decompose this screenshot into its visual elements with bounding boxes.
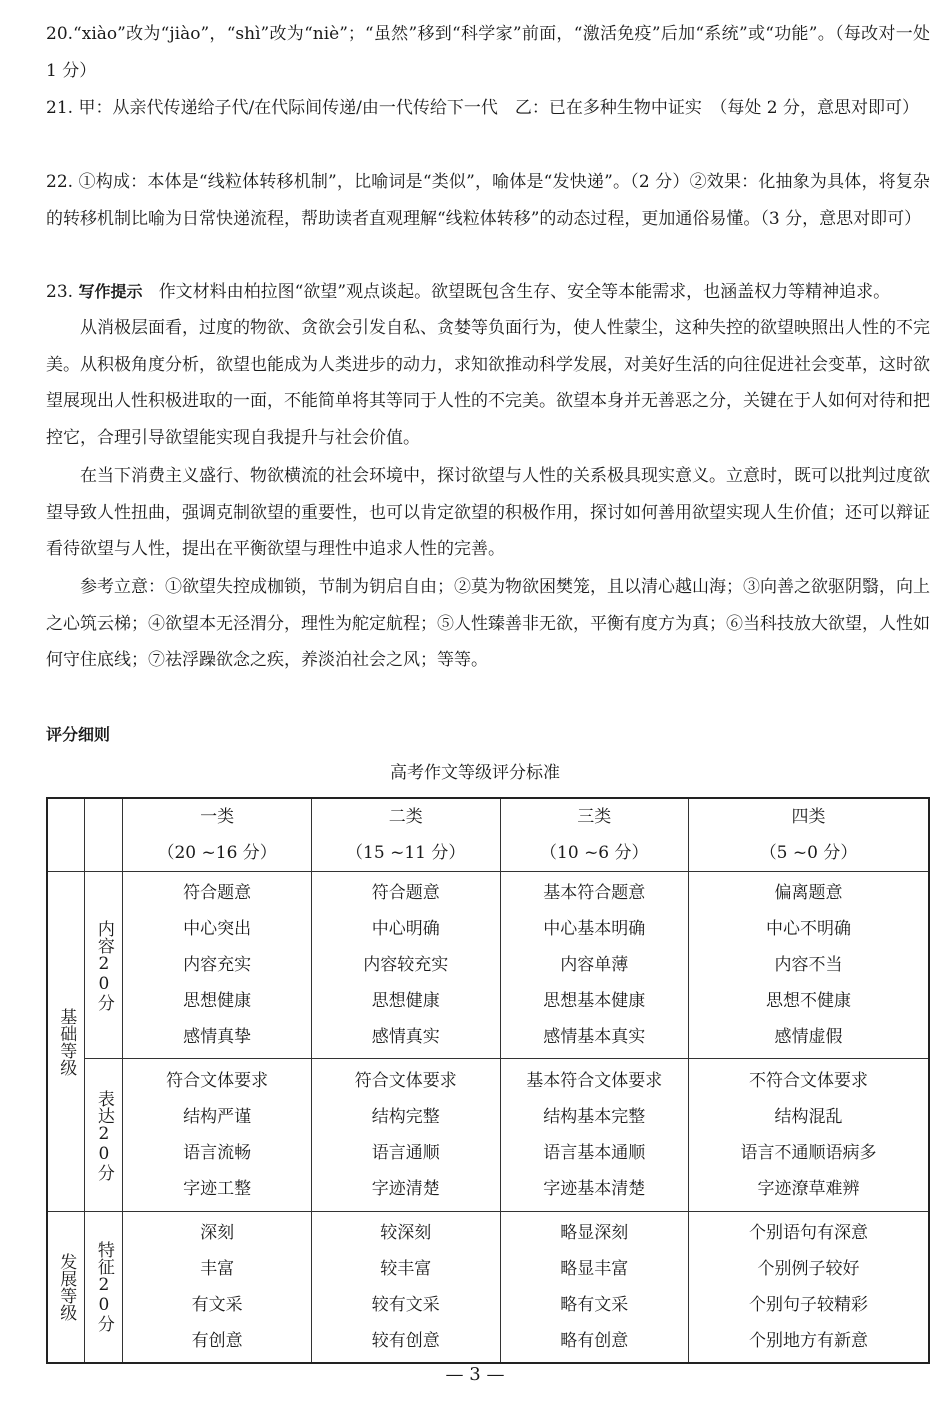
row-label-expression: 表达20分 <box>85 1059 123 1212</box>
table-title: 高考作文等级评分标准 <box>390 763 560 783</box>
header-empty-cell <box>85 798 123 872</box>
writing-hint-label: 写作提示 <box>78 282 143 301</box>
row-label-content: 内容20分 <box>85 872 123 1059</box>
table-cell: 基本符合题意 中心基本明确 内容单薄 思想基本健康 感情基本真实 <box>500 872 689 1059</box>
table-row-features <box>47 1212 929 1363</box>
table-row-content <box>47 872 929 1059</box>
section-title: 评分细则 <box>46 725 111 744</box>
table-cell: 深刻 丰富 有文采 有创意 <box>123 1212 312 1363</box>
answer-21: 21. 甲：从亲代传递给子代/在代际间传递/由一代传给下一代 乙：已在多种生物中证实 （每处 2 分，意思对即可） <box>46 98 920 118</box>
answer-22: 22. ①构成：本体是“线粒体转移机制”，比喻词是“类似”，喻体是“发快递”。（2 分）②效果：化抽象为具体，将复杂的转移机制比喻为日常快递流程，帮助读者直观理解“线粒体转移”的动态过程，更加通俗易懂。（3 分，意思对即可） <box>46 172 930 229</box>
page-number: — 3 — <box>445 1364 505 1385</box>
table-cell: 基本符合文体要求 结构基本完整 语言基本通顺 字迹基本清楚 <box>500 1059 689 1212</box>
table-cell: 符合文体要求 结构严谨 语言流畅 字迹工整 <box>123 1059 312 1212</box>
answer-23-intro <box>46 274 930 311</box>
table-row-expression <box>47 1059 929 1212</box>
header-grade-2: 二类 （15 ~11 分） <box>311 798 500 872</box>
table-cell: 较深刻 较丰富 较有文采 较有创意 <box>311 1212 500 1363</box>
table-cell: 不符合文体要求 结构混乱 语言不通顺语病多 字迹潦草难辨 <box>689 1059 929 1212</box>
table-cell: 符合题意 中心突出 内容充实 思想健康 感情真挚 <box>123 872 312 1059</box>
header-grade-3: 三类 （10 ~6 分） <box>500 798 689 872</box>
writing-hint-text: 作文材料由柏拉图“欲望”观点谈起。欲望既包含生存、安全等本能需求，也涵盖权力等精神追求。 <box>158 282 891 302</box>
answer-23-paragraph-1: 从消极层面看，过度的物欲、贪欲会引发自私、贪婪等负面行为，使人性蒙尘，这种失控的欲望映照出人性的不完美。从积极角度分析，欲望也能成为人类进步的动力，求知欲推动科学发展，对美好生活的向往促进社会变革，这时欲望展现出人性积极进取的一面，不能简单将其等同于人性的不完美。欲望本身并无善恶之分，关键在于人如何对待和把控它，合理引导欲望能实现自我提升与社会价值。 <box>46 318 930 448</box>
table-cell: 符合文体要求 结构完整 语言通顺 字迹清楚 <box>311 1059 500 1212</box>
header-grade-1: 一类 （20 ~16 分） <box>123 798 312 872</box>
answer-23-paragraph-3: 参考立意：①欲望失控成枷锁，节制为钥启自由；②莫为物欲困樊笼，且以清心越山海；③向善之欲驱阴翳，向上之心筑云梯；④欲望本无泾渭分，理性为舵定航程；⑤人性臻善非无欲，平衡有度方为真；⑥当科技放大欲望，人性如何守住底线；⑦祛浮躁欲念之疾，养淡泊社会之风；等等。 <box>46 577 930 670</box>
group-development: 发展等级 <box>47 1212 85 1363</box>
table-cell: 个别语句有深意 个别例子较好 个别句子较精彩 个别地方有新意 <box>689 1212 929 1363</box>
table-cell: 符合题意 中心明确 内容较充实 思想健康 感情真实 <box>311 872 500 1059</box>
answer-23-paragraph-2: 在当下消费主义盛行、物欲横流的社会环境中，探讨欲望与人性的关系极具现实意义。立意时，既可以批判过度欲望导致人性扭曲，强调克制欲望的重要性，也可以肯定欲望的积极作用，探讨如何善用欲望实现人生价值；还可以辩证看待欲望与人性，提出在平衡欲望与理性中追求人性的完善。 <box>46 466 930 559</box>
table-cell: 略显深刻 略显丰富 略有文采 略有创意 <box>500 1212 689 1363</box>
answer-23-number: 23. <box>46 282 74 302</box>
header-grade-4: 四类 （5 ~0 分） <box>689 798 929 872</box>
grading-table <box>46 797 930 1364</box>
table-cell: 偏离题意 中心不明确 内容不当 思想不健康 感情虚假 <box>689 872 929 1059</box>
row-label-features: 特征20分 <box>85 1212 123 1363</box>
group-basic: 基础等级 <box>47 872 85 1212</box>
answer-20: 20.“xiào”改为“jiào”，“shì”改为“niè”；“虽然”移到“科学家”前面，“激活免疫”后加“系统”或“功能”。（每改对一处 1 分） <box>46 24 930 81</box>
header-empty-cell <box>47 798 85 872</box>
table-header-row <box>47 798 929 872</box>
